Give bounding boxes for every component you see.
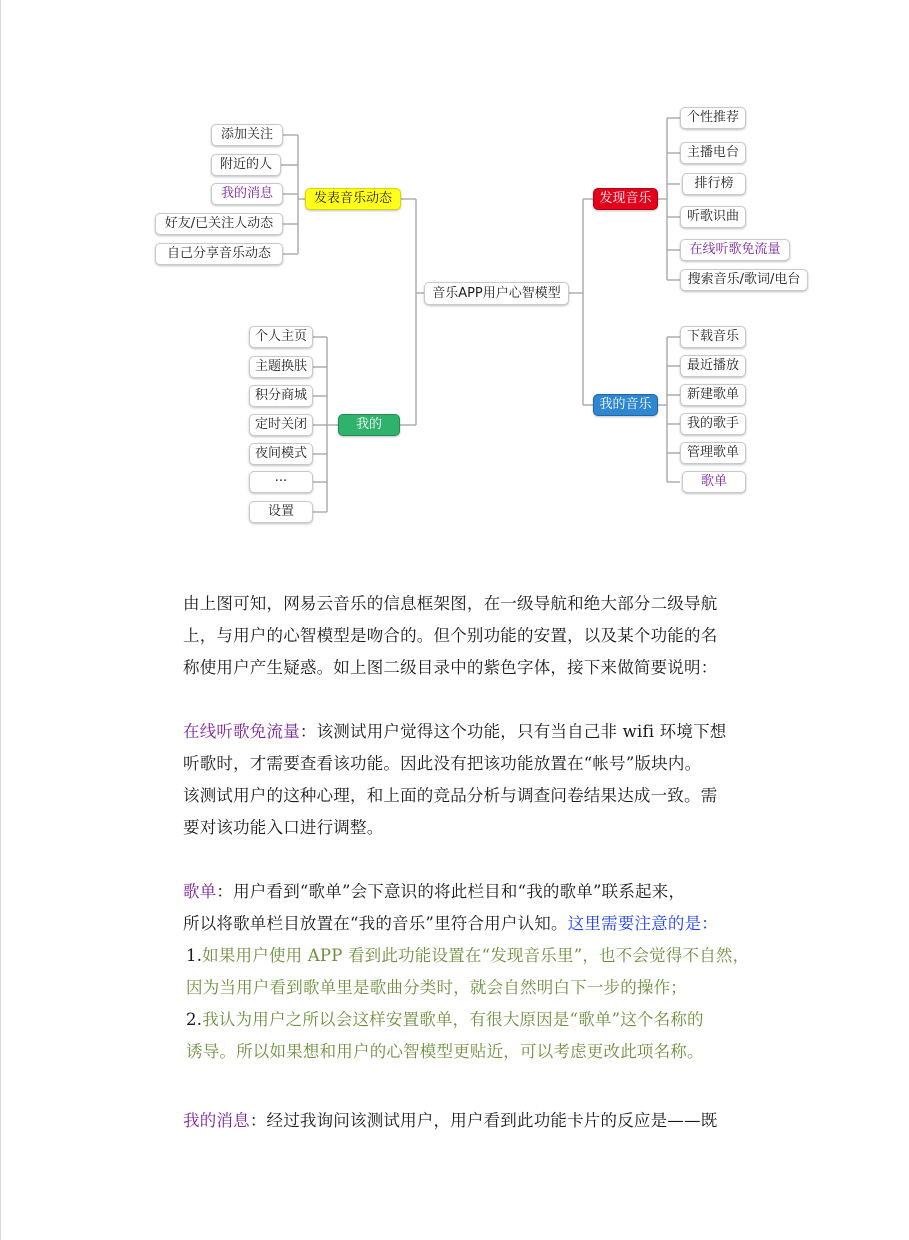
intro-line: 上，与用户的心智模型是吻合的。但个别功能的安置，以及某个功能的名 — [183, 626, 718, 645]
free-flow-text: ：该测试用户觉得这个功能，只有当自己非 wifi 环境下想 — [299, 722, 727, 741]
playlist-term: 歌单 — [183, 882, 217, 901]
node-downloads: 下载音乐 — [680, 326, 746, 348]
node-recent-plays: 最近播放 — [680, 355, 746, 377]
note-text: 因为当用户看到歌单里是歌曲分类时，就会自然明白下一步的操作； — [186, 978, 687, 997]
free-flow-line: 该测试用户的这种心理，和上面的竞品分析与调查问卷结果达成一致。需 — [183, 786, 718, 805]
intro-paragraph — [183, 588, 783, 684]
intro-line: 由上图可知，网易云音乐的信息框架图，在一级导航和绝大部分二级导航 — [183, 594, 718, 613]
branch-discover-music: 发现音乐 — [593, 188, 658, 210]
node-night-mode: 夜间模式 — [249, 443, 313, 465]
node-song-recognition: 听歌识曲 — [680, 206, 746, 228]
note-text: 诱导。所以如果想和用户的心智模型更贴近，可以考虑更改此项名称。 — [186, 1042, 704, 1061]
playlist-paragraph — [183, 876, 783, 1068]
node-sleep-timer: 定时关闭 — [249, 414, 313, 436]
branch-post-music: 发表音乐动态 — [305, 188, 401, 210]
branch-mine: 我的 — [338, 414, 400, 436]
node-radio: 主播电台 — [680, 142, 746, 164]
node-more: ··· — [249, 471, 313, 493]
node-new-playlist: 新建歌单 — [680, 384, 746, 406]
node-charts: 排行榜 — [682, 173, 746, 195]
playlist-text: 所以将歌单栏目放置在“我的音乐”里符合用户认知。 — [183, 914, 568, 933]
node-search: 搜索音乐/歌词/电台 — [680, 269, 808, 291]
free-flow-paragraph — [183, 716, 783, 844]
note-number: 1. — [186, 946, 203, 965]
node-add-follow: 添加关注 — [211, 124, 283, 146]
node-my-artists: 我的歌手 — [680, 413, 746, 435]
node-personal-recommend: 个性推荐 — [680, 107, 746, 129]
free-flow-line: 听歌时，才需要查看该功能。因此没有把该功能放置在“帐号”版块内。 — [183, 754, 702, 773]
node-own-share: 自己分享音乐动态 — [155, 243, 283, 265]
messages-text: ：经过我询问该测试用户，用户看到此功能卡片的反应是——既 — [249, 1111, 718, 1130]
mind-map-root: 音乐APP用户心智模型 — [424, 282, 569, 305]
messages-term: 我的消息 — [183, 1111, 250, 1130]
node-theme-skin: 主题换肤 — [249, 356, 313, 378]
node-settings: 设置 — [249, 501, 313, 523]
free-flow-term: 在线听歌免流量 — [183, 722, 300, 741]
messages-paragraph — [183, 1105, 783, 1137]
playlist-note-heading: 这里需要注意的是： — [567, 914, 718, 933]
note-text: 我认为用户之所以会这样安置歌单，有很大原因是“歌单”这个名称的 — [202, 1010, 704, 1029]
node-my-messages: 我的消息 — [211, 183, 283, 205]
node-profile: 个人主页 — [249, 326, 313, 348]
node-free-data-streaming: 在线听歌免流量 — [680, 239, 790, 261]
node-points-mall: 积分商城 — [249, 385, 313, 407]
node-nearby-people: 附近的人 — [211, 154, 281, 176]
node-playlists: 歌单 — [682, 471, 746, 493]
playlist-text: ：用户看到“歌单”会下意识的将此栏目和“我的歌单”联系起来， — [216, 882, 686, 901]
note-number: 2. — [186, 1010, 203, 1029]
intro-line: 称使用户产生疑惑。如上图二级目录中的紫色字体，接下来做简要说明： — [183, 658, 718, 677]
node-friends-feed: 好友/已关注人动态 — [155, 213, 283, 235]
node-manage-playlists: 管理歌单 — [680, 442, 746, 464]
note-text: 如果用户使用 APP 看到此功能设置在“发现音乐里”，也不会觉得不自然， — [202, 946, 750, 965]
branch-my-music: 我的音乐 — [593, 394, 658, 416]
free-flow-line: 要对该功能入口进行调整。 — [183, 818, 384, 837]
